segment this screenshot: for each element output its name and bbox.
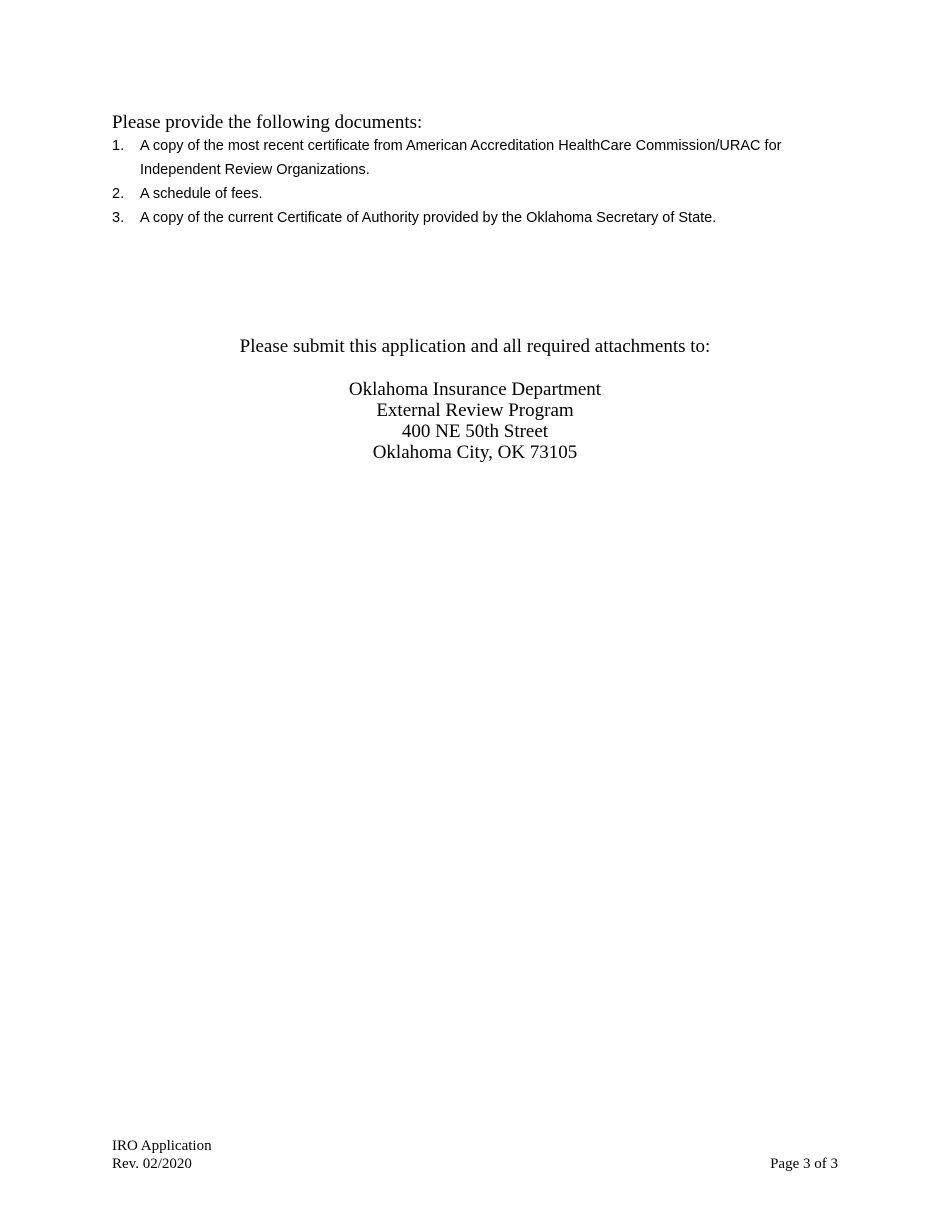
footer-form-info: [112, 1137, 212, 1173]
list-item-text: A copy of the most recent certificate from American Accreditation HealthCare Commission/URAC for Independent Review Organizations.: [140, 138, 782, 178]
submission-block: [0, 336, 950, 463]
required-documents-list: [112, 134, 842, 230]
mailing-address: [0, 379, 950, 463]
address-line-city: Oklahoma City, OK 73105: [372, 442, 578, 463]
address-line-program: External Review Program: [376, 400, 574, 421]
list-item-text: A copy of the current Certificate of Authority provided by the Oklahoma Secretary of State.: [140, 210, 717, 226]
list-item: [112, 134, 842, 182]
address-line-street: 400 NE 50th Street: [401, 421, 549, 442]
address-line-organization: Oklahoma Insurance Department: [348, 379, 602, 400]
list-item-number: 3.: [112, 210, 125, 226]
footer-page-number: Page 3 of 3: [770, 1156, 838, 1172]
footer-form-name: IRO Application: [112, 1138, 212, 1154]
documents-intro: Please provide the following documents:: [112, 112, 423, 133]
list-item: [112, 206, 842, 230]
list-item-text: A schedule of fees.: [140, 186, 263, 202]
list-item-number: 1.: [112, 138, 125, 154]
list-item-number: 2.: [112, 186, 125, 202]
list-item: [112, 182, 842, 206]
submit-instruction: Please submit this application and all required attachments to:: [239, 336, 711, 357]
footer-revision: Rev. 02/2020: [112, 1156, 192, 1172]
